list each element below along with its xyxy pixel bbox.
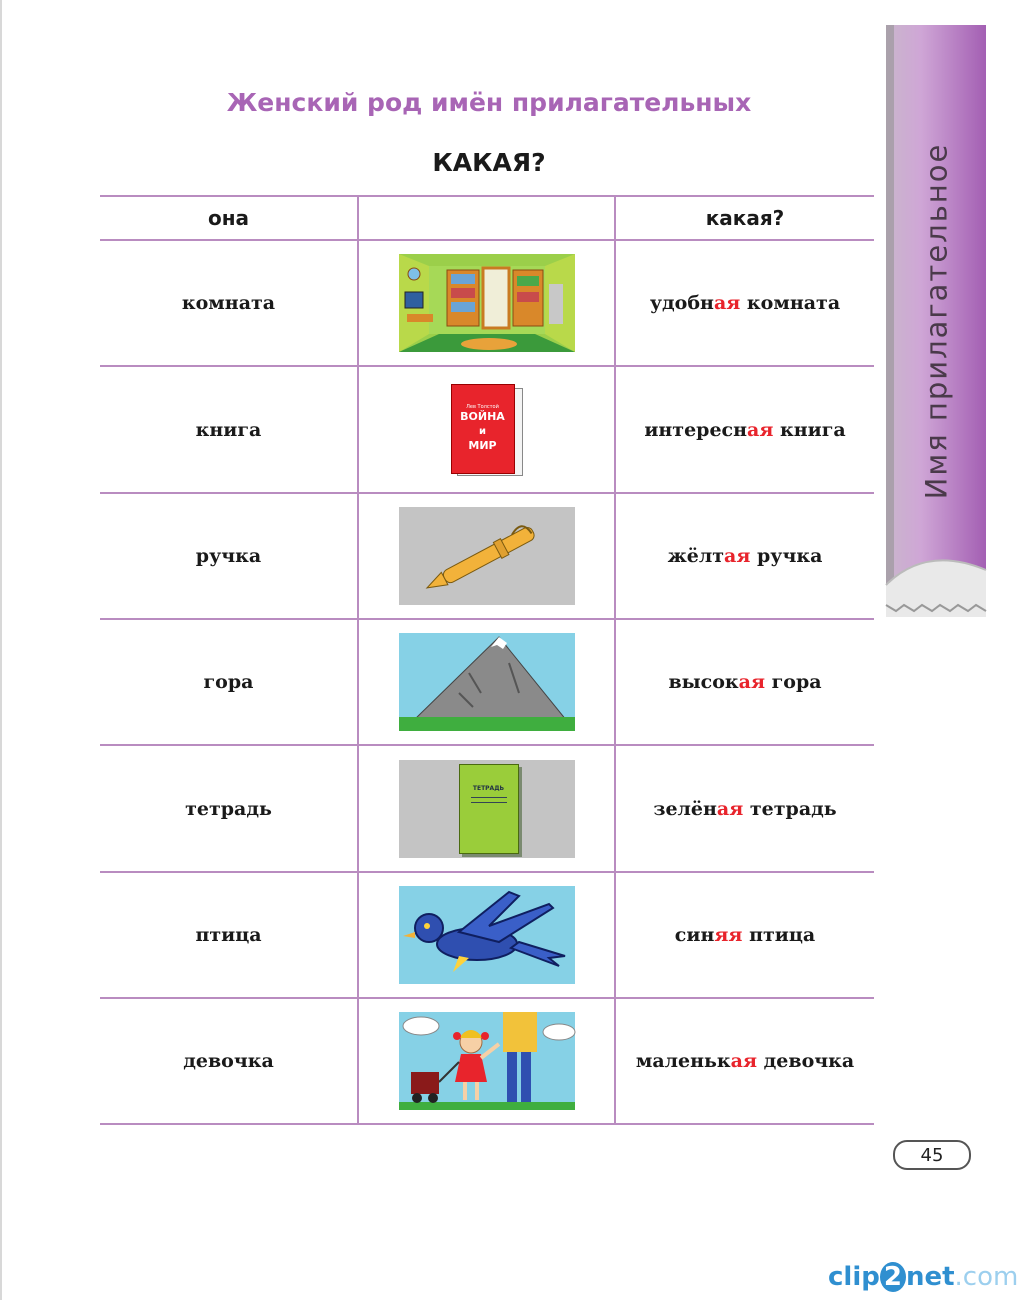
page-subtitle: КАКАЯ? [432,148,546,177]
phrase-cell: интересн ая книга [644,418,846,441]
header-question: какая? [705,206,785,230]
page-title: Женский род имён прилагательных [226,88,752,117]
noun-cell: ручка [195,545,262,567]
bird-image [399,886,575,984]
side-tab-label: Имя прилагательное [919,142,954,500]
phrase-cell: жёлт ая ручка [667,545,823,567]
pen-image [399,507,575,605]
page-number: 45 [893,1140,971,1170]
picture-cell [359,999,614,1123]
room-image [399,254,575,352]
noun-cell: гора [203,671,254,693]
notebook-image: ТЕТРАДЬ [399,760,575,858]
book-image: Лев Толстой ВОЙНА и МИР [451,384,523,476]
phrase-cell: син яя птица [674,924,816,946]
phrase-cell: высок ая гора [668,671,822,693]
picture-cell [359,494,614,618]
picture-cell [359,746,614,871]
picture-cell [359,620,614,744]
picture-cell [359,241,614,365]
header-picture [359,197,614,239]
phrase-cell: маленьк ая девочка [635,1050,855,1072]
mountain-image [399,633,575,731]
picture-cell [359,367,614,492]
noun-cell: девочка [183,1050,274,1072]
noun-cell: комната [181,292,276,314]
noun-cell: тетрадь [185,797,272,820]
picture-cell [359,873,614,997]
noun-cell: книга [195,418,262,441]
table-rule [100,1123,874,1125]
header-noun: она [207,206,250,230]
page-left-edge [0,0,2,1300]
girl-image [399,1012,575,1110]
watermark-logo: clip 2 net.com [828,1262,1018,1292]
noun-cell: птица [195,924,262,946]
phrase-cell: удобн ая комната [649,292,841,314]
phrase-cell: зелён ая тетрадь [653,797,837,820]
